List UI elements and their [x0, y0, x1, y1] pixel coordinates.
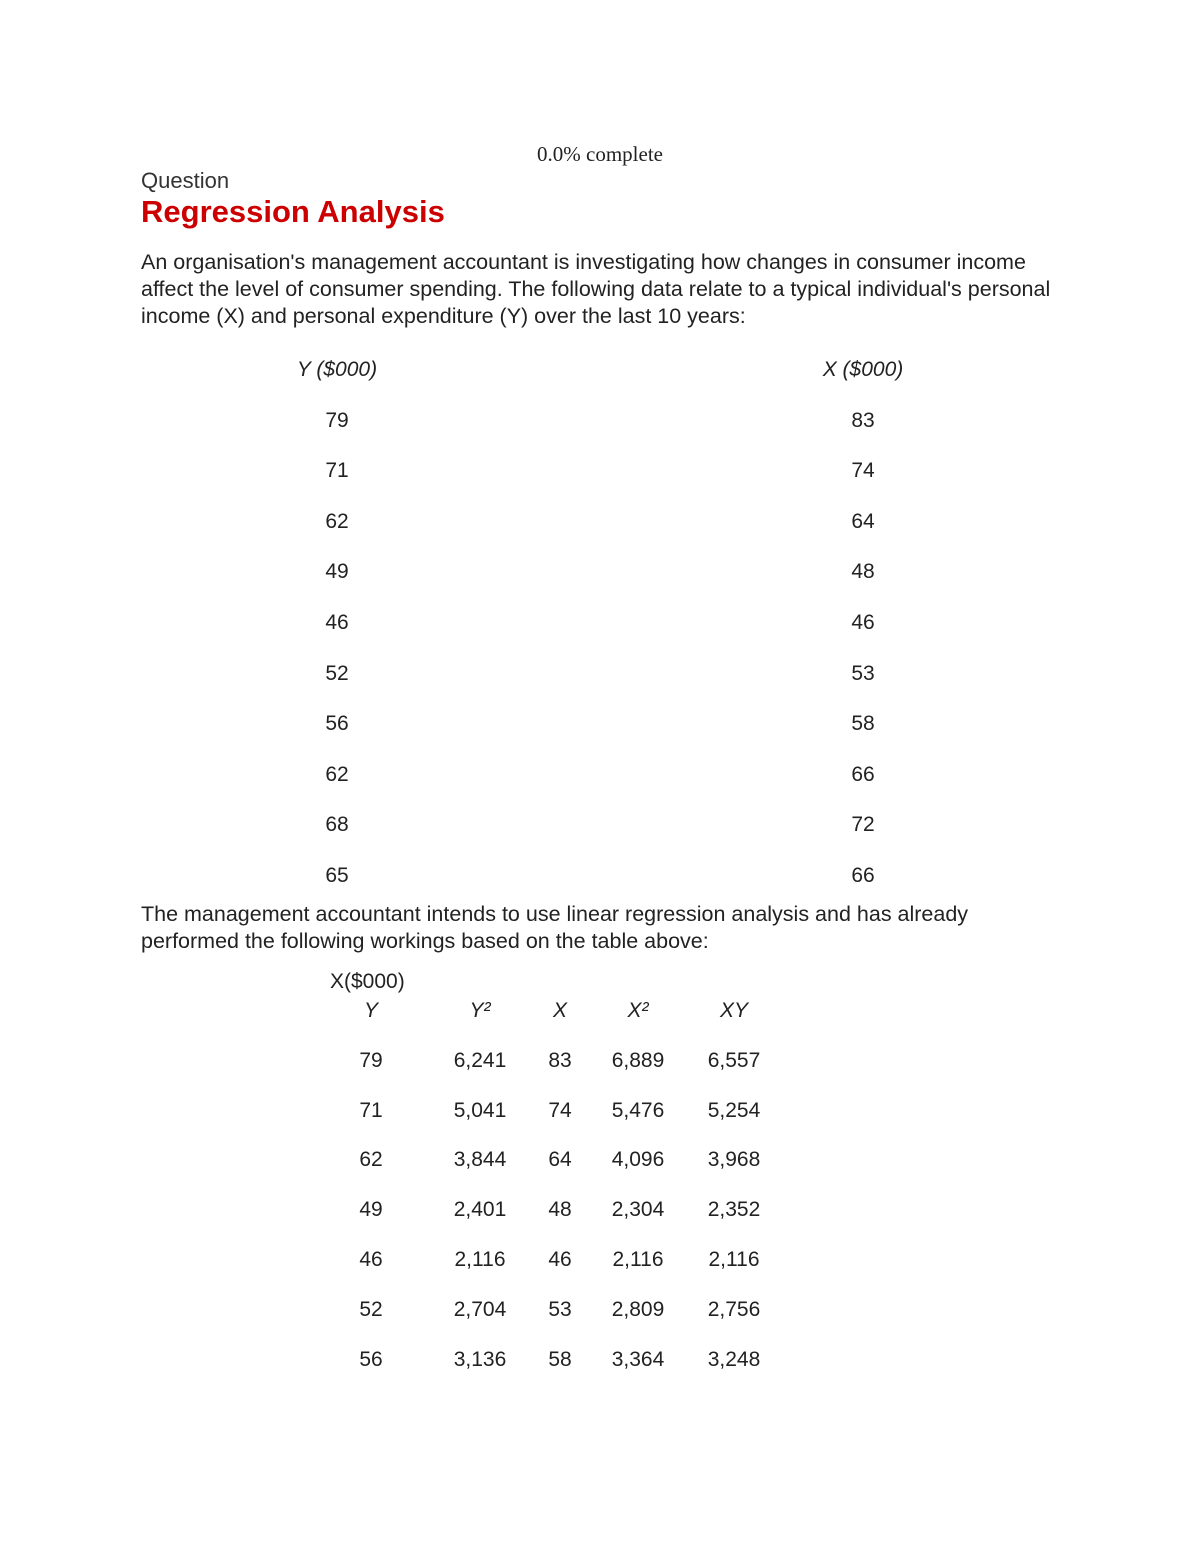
workings-cell: 5,254: [707, 1098, 761, 1122]
y-cell: 71: [325, 459, 349, 483]
workings-cell: 79: [359, 1048, 383, 1072]
workings-top-label: X($000): [330, 970, 405, 993]
x-cell: 66: [851, 863, 875, 887]
workings-column-y-squared: [440, 996, 520, 1394]
workings-cell: 52: [359, 1297, 383, 1321]
workings-header: XY: [719, 999, 748, 1022]
workings-column-y: [331, 996, 411, 1394]
workings-header: X²: [627, 999, 649, 1022]
workings-cell: 2,756: [707, 1297, 761, 1321]
y-cell: 68: [325, 813, 349, 837]
workings-cell: 48: [548, 1198, 572, 1222]
workings-cell: 5,041: [453, 1098, 507, 1122]
workings-cell: 3,248: [707, 1347, 761, 1371]
workings-cell: 6,241: [453, 1048, 507, 1072]
question-label: Question: [141, 168, 230, 193]
workings-header: Y: [363, 999, 378, 1022]
x-cell: 48: [851, 560, 875, 584]
workings-cell: 3,844: [453, 1148, 507, 1172]
workings-cell: 6,889: [611, 1048, 665, 1072]
x-cell: 64: [851, 509, 875, 533]
workings-cell: 2,116: [612, 1247, 664, 1271]
workings-cell: 71: [359, 1098, 383, 1122]
y-cell: 56: [325, 712, 349, 736]
workings-intro: The management accountant intends to use linear regression analysis and has already performed the following workings based on the table above:: [141, 902, 969, 953]
progress-status: 0.0% complete: [537, 142, 663, 166]
workings-column-xy: [694, 996, 774, 1394]
x-column: [763, 355, 963, 912]
y-cell: 52: [325, 661, 349, 685]
x-cell: 58: [851, 712, 875, 736]
question-intro: An organisation's management accountant is investigating how changes in consumer income affect the level of consumer spending. The following data relate to a typical individual's personal income (X) and personal expenditure (Y) over the last 10 years:: [141, 250, 1051, 328]
y-cell: 62: [325, 762, 349, 786]
x-cell: 83: [851, 408, 875, 432]
workings-cell: 2,304: [611, 1198, 665, 1222]
x-cell: 53: [851, 661, 875, 685]
workings-cell: 46: [548, 1247, 572, 1271]
workings-cell: 2,809: [611, 1297, 665, 1321]
x-cell: 66: [851, 762, 875, 786]
workings-cell: 3,364: [611, 1347, 665, 1371]
x-column-header: X ($000): [822, 358, 904, 381]
workings-cell: 2,116: [708, 1247, 760, 1271]
y-cell: 62: [325, 509, 349, 533]
workings-cell: 2,401: [453, 1198, 507, 1222]
workings-cell: 2,704: [453, 1297, 507, 1321]
workings-column-x: [530, 996, 590, 1394]
workings-header: Y²: [469, 999, 491, 1022]
workings-cell: 64: [548, 1148, 572, 1172]
x-cell: 46: [851, 610, 875, 634]
workings-cell: 3,136: [453, 1347, 507, 1371]
workings-header: X: [552, 999, 567, 1022]
workings-cell: 5,476: [611, 1098, 665, 1122]
workings-cell: 49: [359, 1198, 383, 1222]
y-cell: 79: [325, 408, 349, 432]
y-cell: 49: [325, 560, 349, 584]
y-column-header: Y ($000): [296, 358, 378, 381]
workings-column-x-squared: [598, 996, 678, 1394]
workings-cell: 74: [548, 1098, 572, 1122]
workings-cell: 46: [359, 1247, 383, 1271]
workings-cell: 83: [548, 1048, 572, 1072]
workings-cell: 58: [548, 1347, 572, 1371]
workings-cell: 2,352: [707, 1198, 761, 1222]
x-cell: 74: [851, 459, 875, 483]
page-title: Regression Analysis: [141, 194, 445, 229]
workings-cell: 2,116: [454, 1247, 506, 1271]
y-cell: 65: [325, 863, 349, 887]
workings-cell: 6,557: [707, 1048, 761, 1072]
y-column: [237, 355, 437, 912]
y-cell: 46: [325, 610, 349, 634]
workings-cell: 3,968: [707, 1148, 761, 1172]
workings-cell: 62: [359, 1148, 383, 1172]
workings-cell: 4,096: [611, 1148, 665, 1172]
workings-cell: 56: [359, 1347, 383, 1371]
workings-cell: 53: [548, 1297, 572, 1321]
x-cell: 72: [851, 813, 875, 837]
